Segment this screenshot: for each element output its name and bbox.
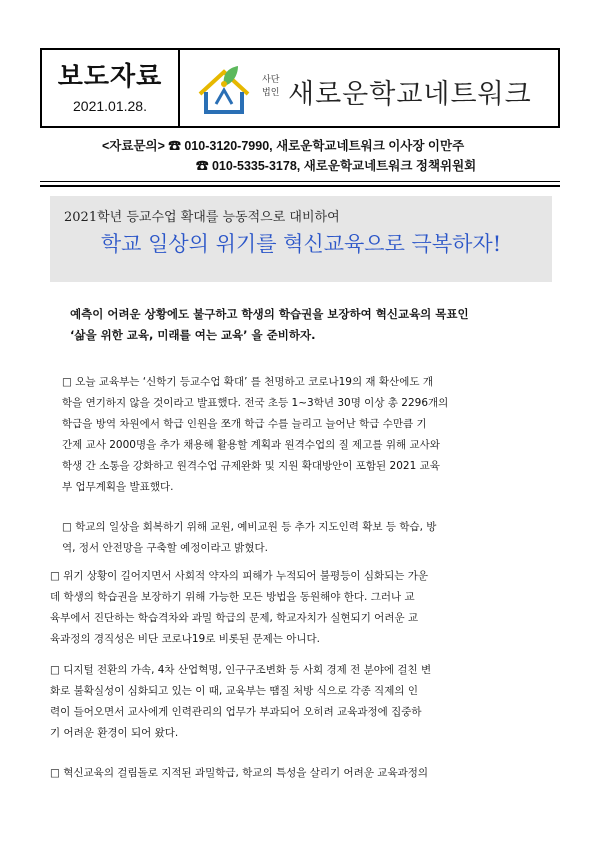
press-release-label: 보도자료: [57, 62, 163, 92]
headline-subtitle: 2021학년 등교수업 확대를 능동적으로 대비하여: [64, 210, 340, 225]
paragraph-line: 간제 교사 2000명을 추가 채용해 활용할 계획과 원격수업의 질 제고를 위해 교사와: [62, 439, 440, 451]
paragraph-line: 육부에서 진단하는 학습격차와 과밀 학급의 문제, 학교자치가 실현되기 어려운 교: [50, 612, 419, 624]
organization-name: 새로운학교네트워크: [288, 79, 532, 110]
paragraph-line: 역, 정서 안전망을 구축할 예정이라고 밝혔다.: [62, 542, 268, 554]
release-date: 2021.01.28.: [73, 98, 147, 114]
paragraph-line: 화로 불확실성이 심화되고 있는 이 때, 교육부는 땜질 처방 식으로 각종 직제의 인: [50, 685, 418, 697]
paragraph-line: 력이 들어오면서 교사에게 인력관리의 업무가 부과되어 오히려 교육과정에 집중하: [50, 706, 422, 718]
paragraph-line: □ 학교의 일상을 회복하기 위해 교원, 예비교원 등 추가 지도인력 확보 등 학습, 방: [62, 521, 437, 533]
paragraph-line: 데 학생의 학습권을 보장하기 위해 가능한 모든 방법을 동원해야 한다. 그러나 교: [50, 591, 415, 603]
contact-line-2: ☎ 010-5335-3178, 새로운학교네트워크 정책위원회: [196, 159, 477, 173]
paragraph-line: □ 혁신교육의 걸림돌로 지적된 과밀학급, 학교의 특성을 살리기 어려운 교육과정의: [50, 767, 429, 779]
headline-banner: [50, 196, 552, 282]
contact-line-1: <자료문의> ☎ 010-3120-7990, 새로운학교네트워크 이사장 이만주: [102, 139, 465, 153]
headline-title: 학교 일상의 위기를 혁신교육으로 극복하자!: [100, 232, 502, 256]
org-type-label: 사단 법인: [262, 75, 280, 98]
paragraph-line: 부 업무계획을 발표했다.: [62, 481, 174, 493]
press-release-box: [40, 48, 180, 128]
paragraph-line: 학급을 방역 차원에서 학급 인원을 쪼개 학급 수를 늘리고 늘어난 학급 수만큼 기: [62, 418, 427, 430]
paragraph-line: □ 위기 상황이 길어지면서 사회적 약자의 피해가 누적되어 불평등이 심화되는 가운: [50, 570, 429, 582]
house-logo-icon: [194, 60, 254, 120]
paragraph-line: □ 오늘 교육부는 ‘신학기 등교수업 확대’ 를 천명하고 코로나19의 재 확산에도 개: [62, 376, 433, 388]
divider-rule: [40, 181, 560, 182]
divider-rule-thick: [40, 185, 560, 187]
lead-summary: [70, 304, 560, 346]
paragraph-line: 기 어려운 환경이 되어 왔다.: [50, 727, 179, 739]
lead-line: ‘삶을 위한 교육, 미래를 여는 교육’ 을 준비하자.: [70, 328, 316, 342]
paragraph-line: 학을 연기하지 않을 것이라고 발표했다. 전국 초등 1~3학년 30명 이상 총 2296개의: [62, 397, 449, 409]
body-paragraph: [62, 517, 562, 559]
body-paragraph: [50, 566, 550, 650]
organization-header: [180, 48, 560, 128]
body-paragraph: [50, 660, 550, 744]
paragraph-line: □ 디지털 전환의 가속, 4차 산업혁명, 인구구조변화 등 사회 경제 전 분야에 걸친 변: [50, 664, 432, 676]
body-paragraph: [50, 763, 550, 784]
paragraph-line: 육과정의 경직성은 비단 코로나19로 비롯된 문제는 아니다.: [50, 633, 321, 645]
lead-line: 예측이 어려운 상황에도 불구하고 학생의 학습권을 보장하여 혁신교육의 목표인: [70, 307, 469, 321]
body-paragraph: [62, 372, 562, 498]
paragraph-line: 학생 간 소통을 강화하고 원격수업 규제완화 및 지원 확대방안이 포함된 2021 교육: [62, 460, 440, 472]
